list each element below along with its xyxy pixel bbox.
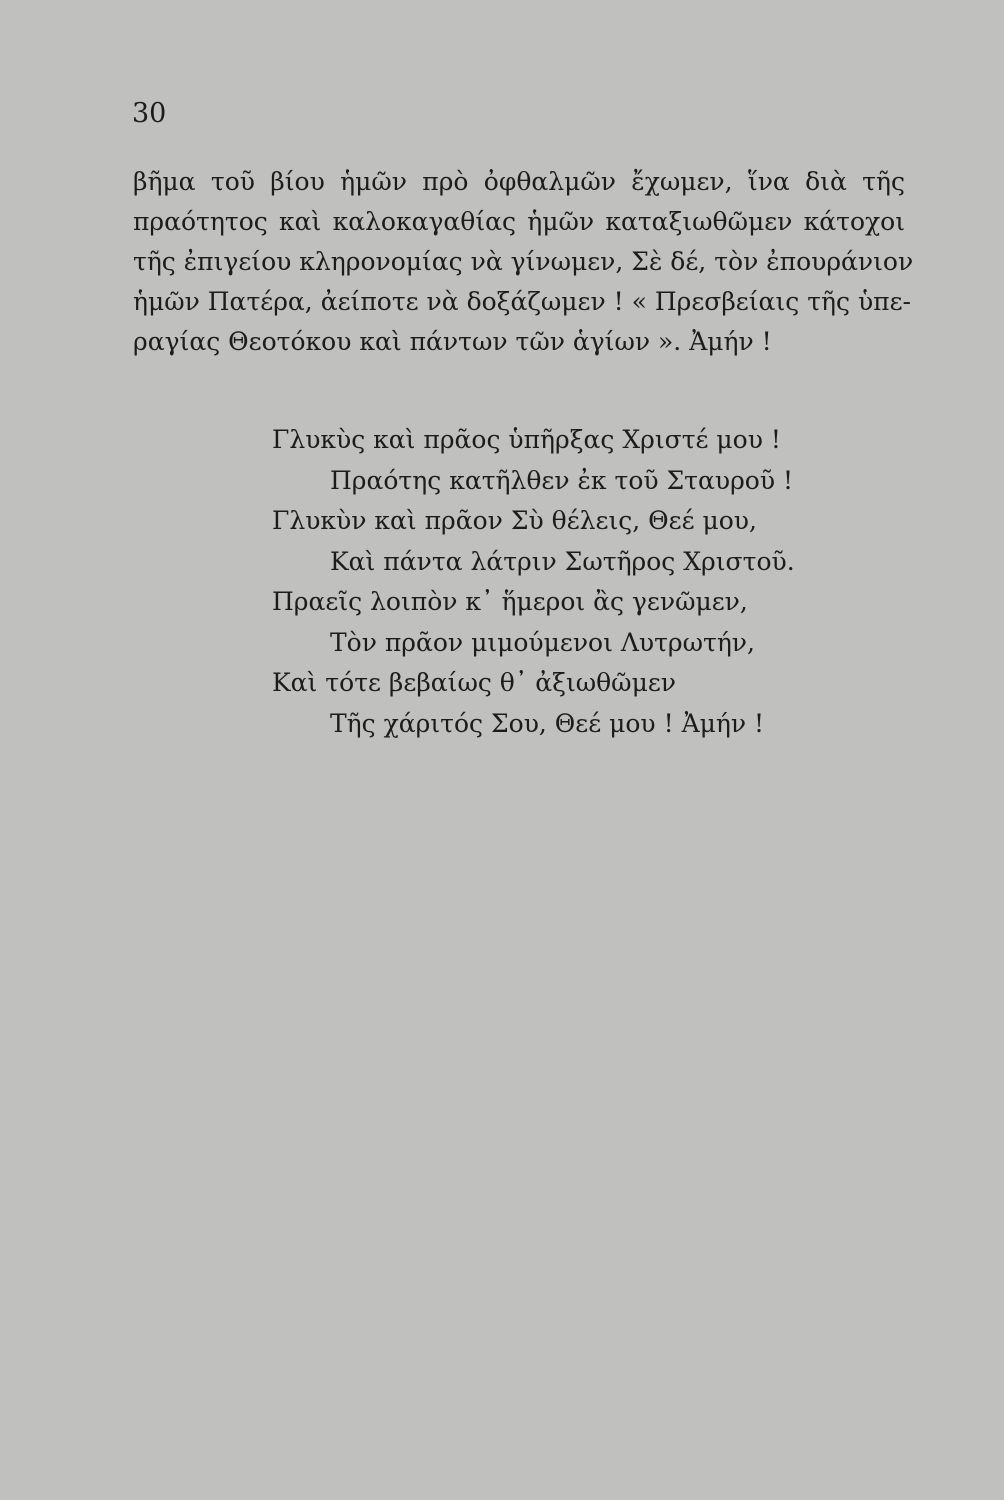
poem-verse: Καὶ τότε βεβαίως θ᾽ ἀξιωθῶμεν [272, 668, 676, 697]
prose-line-last: ραγίας Θεοτόκου καὶ πάντων τῶν ἁγίων ». Ἀμήν ! [133, 327, 772, 356]
prose-line: βῆμα τοῦ βίου ἡμῶν πρὸ ὀφθαλμῶν ἔχωμεν, ἵνα διὰ τῆς [133, 167, 905, 196]
poem-verse-indented: Καὶ πάντα λάτριν Σωτῆρος Χριστοῦ. [330, 546, 795, 576]
poem-verse: Πραεῖς λοιπὸν κ᾽ ἥμεροι ἂς γενῶμεν, [272, 587, 748, 616]
poem-verse-indented: Τὸν πρᾶον μιμούμενοι Λυτρωτήν, [330, 627, 755, 657]
page-number: 30 [132, 98, 167, 129]
poem-verse: Γλυκὺς καὶ πρᾶος ὑπῆρξας Χριστέ μου ! [272, 425, 781, 454]
poem [272, 420, 832, 744]
prose-line: ἡμῶν Πατέρα, ἀείποτε νὰ δοξάζωμεν ! « Πρεσβείαις τῆς ὑπε- [133, 287, 911, 316]
poem-verse: Γλυκὺν καὶ πρᾶον Σὺ θέλεις, Θεέ μου, [272, 506, 757, 535]
prose-line: τῆς ἐπιγείου κληρονομίας νὰ γίνωμεν, Σὲ δέ, τὸν ἐπουράνιον [133, 247, 914, 276]
prose-paragraph [133, 162, 914, 362]
prose-line: πραότητος καὶ καλοκαγαθίας ἡμῶν καταξιωθῶμεν κάτοχοι [133, 207, 905, 236]
poem-verse-indented: Τῆς χάριτός Σου, Θεέ μου ! Ἀμήν ! [330, 708, 765, 738]
poem-verse-indented: Πραότης κατῆλθεν ἐκ τοῦ Σταυροῦ ! [330, 465, 794, 495]
